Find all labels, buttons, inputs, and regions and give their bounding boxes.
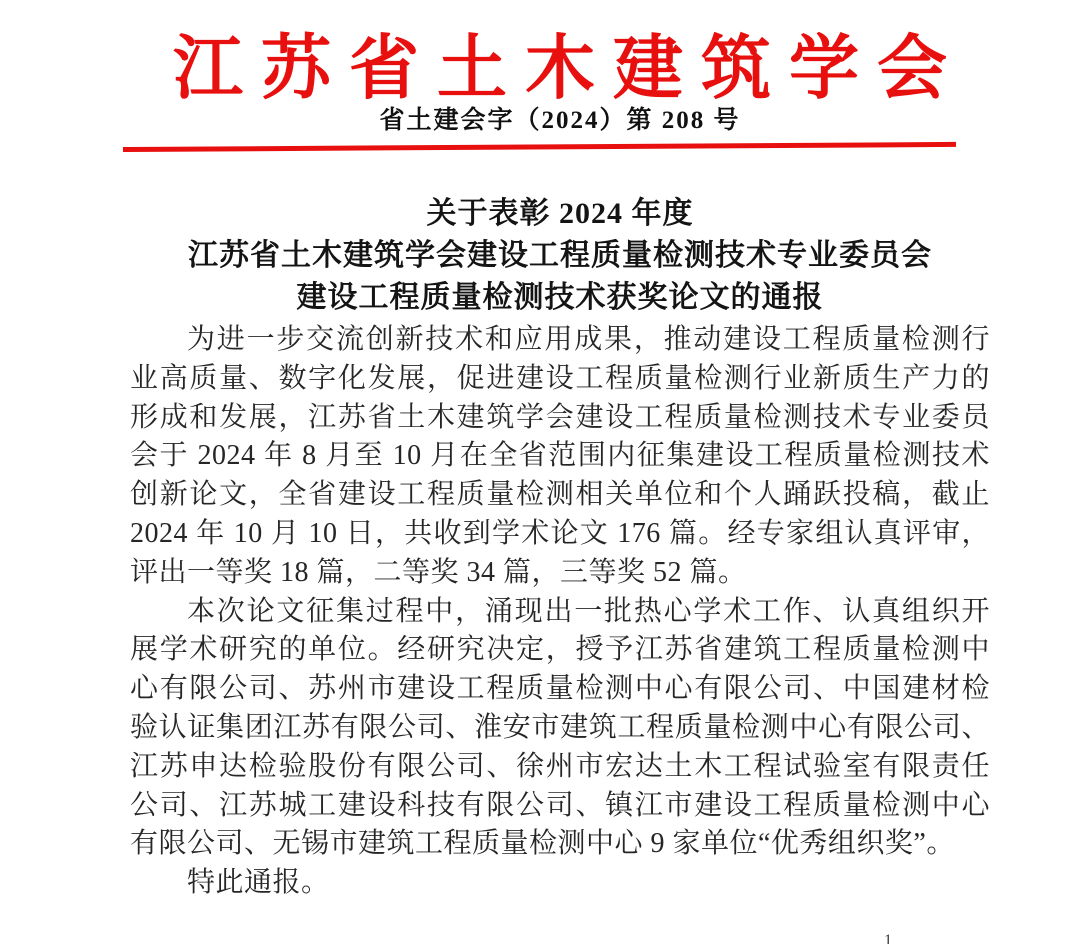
red-divider-line (123, 142, 956, 152)
letterhead-org-title: 江苏省土木建筑学会 (173, 31, 965, 108)
notice-title (130, 193, 990, 319)
notice-title-line: 关于表彰 2024 年度 (426, 197, 694, 230)
notice-title-line: 建设工程质量检测技术获奖论文的通报 (296, 281, 824, 314)
body-text-line: 特此通报。 (187, 867, 330, 899)
page-number-fragment: 1 (884, 932, 892, 944)
body-text-line: 心有限公司、苏州市建设工程质量检测中心有限公司、中国建材检 (130, 673, 990, 705)
notice-title-line: 江苏省土木建筑学会建设工程质量检测技术专业委员会 (188, 239, 932, 272)
body-text-line: 本次论文征集过程中，涌现出一批热心学术工作、认真组织开 (187, 595, 990, 627)
body-text-line: 为进一步交流创新技术和应用成果，推动建设工程质量检测行 (187, 324, 990, 355)
body-text-line: 形成和发展，江苏省土木建筑学会建设工程质量检测技术专业委员 (130, 401, 990, 433)
body-text-line: 评出一等奖 18 篇，二等奖 34 篇，三等奖 52 篇。 (130, 556, 747, 588)
body-text-line: 公司、江苏城工建设科技有限公司、镇江市建设工程质量检测中心 (130, 789, 990, 821)
body-text-line: 业高质量、数字化发展，促进建设工程质量检测行业新质生产力的 (130, 362, 990, 394)
body-text-line: 有限公司、无锡市建筑工程质量检测中心 9 家单位“优秀组织奖”。 (130, 828, 955, 860)
document-number: 省土建会字（2024）第 208 号 (379, 107, 741, 134)
body-text-line: 会于 2024 年 8 月至 10 月在全省范围内征集建设工程质量检测技术 (130, 440, 990, 472)
body-text-line: 2024 年 10 月 10 日，共收到学术论文 176 篇。经专家组认真评审， (130, 517, 990, 549)
body-text-line: 验认证集团江苏有限公司、淮安市建筑工程质量检测中心有限公司、 (130, 711, 990, 743)
body-text-line: 创新论文，全省建设工程质量检测相关单位和个人踊跃投稿，截止 (130, 479, 990, 511)
body-text-line: 江苏申达检验股份有限公司、徐州市宏达土木工程试验室有限责任 (130, 750, 990, 782)
body-text-line: 展学术研究的单位。经研究决定，授予江苏省建筑工程质量检测中 (130, 634, 990, 666)
notice-body (130, 321, 990, 903)
